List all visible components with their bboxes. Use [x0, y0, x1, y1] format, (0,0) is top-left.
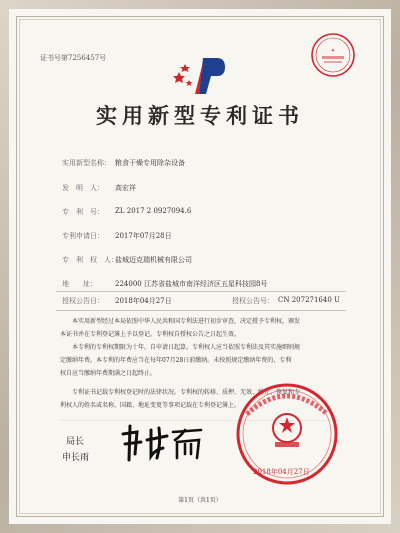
director-name: 申长雨 — [62, 453, 90, 463]
field-value-grant-date: 2018年04月27日 — [115, 297, 172, 305]
body-line: 本实用新型经过本局依照中华人民共和国专利法进行初步审查，决定授予专利权，颁发 — [72, 318, 301, 325]
body-line: 利权人的姓名或名称、国籍、地址变更等事项记载在专利登记簿上。 — [60, 402, 241, 409]
divider — [56, 310, 346, 311]
field-label-grant-no: 授权公告号： — [232, 297, 274, 305]
page-footer: 第1页（共1页） — [178, 497, 222, 504]
body-line: 权自应当缴纳年费期满之日起终止。 — [60, 370, 157, 377]
field-value-name: 粮食干燥专用除杂设备 — [115, 159, 185, 167]
field-label-filing-date: 专利申请日： — [62, 232, 104, 240]
field-label-name: 实用新型名称： — [62, 159, 111, 167]
field-value-inventor: 高宏祥 — [115, 184, 136, 192]
director-signature — [115, 420, 210, 465]
certificate-title: 实用新型专利证书 — [96, 103, 304, 128]
field-value-patent-no: ZL 2017 2 0927094.6 — [115, 207, 192, 215]
field-label-patentee: 专 利 权 人： — [62, 256, 118, 264]
field-label-inventor: 发 明 人： — [62, 184, 104, 192]
corner-stamp — [308, 30, 358, 80]
body-line: 定缴纳年费。本专利的年费应当在每年07月28日前缴纳。未按照规定缴纳年费的，专利 — [60, 357, 292, 364]
field-label-grant-date: 授权公告日： — [62, 297, 104, 305]
field-label-patent-no: 专 利 号： — [62, 208, 104, 216]
patent-office-logo-icon — [173, 54, 231, 98]
body-line: 本证书并在专利登记簿上予以登记。专利权自授权公告之日起生效。 — [60, 331, 241, 338]
field-value-grant-no: CN 207271640 U — [278, 296, 340, 304]
field-label-address: 地 址： — [62, 280, 97, 288]
body-line: 本专利的专利权期限为十年，自申请日起算。专利权人应当依照专利法及其实施细则规 — [72, 344, 301, 351]
seal-date: 2018年04月27日 — [253, 468, 310, 476]
field-value-filing-date: 2017年07月28日 — [115, 232, 172, 240]
divider — [56, 291, 346, 292]
field-value-address: 224000 江苏省盐城市南洋经济区五星科技园8号 — [115, 280, 268, 288]
certificate-number: 证书号第7256457号 — [40, 54, 107, 62]
svg-text:✦: ✦ — [330, 48, 336, 54]
director-title: 局长 — [66, 437, 85, 447]
field-value-patentee: 盐城迈克瑞机械有限公司 — [115, 256, 192, 264]
body-line: 专利证书记载专利权登记时的法律状况。专利权的转移、质押、无效、终止、恢复和专 — [72, 389, 301, 396]
